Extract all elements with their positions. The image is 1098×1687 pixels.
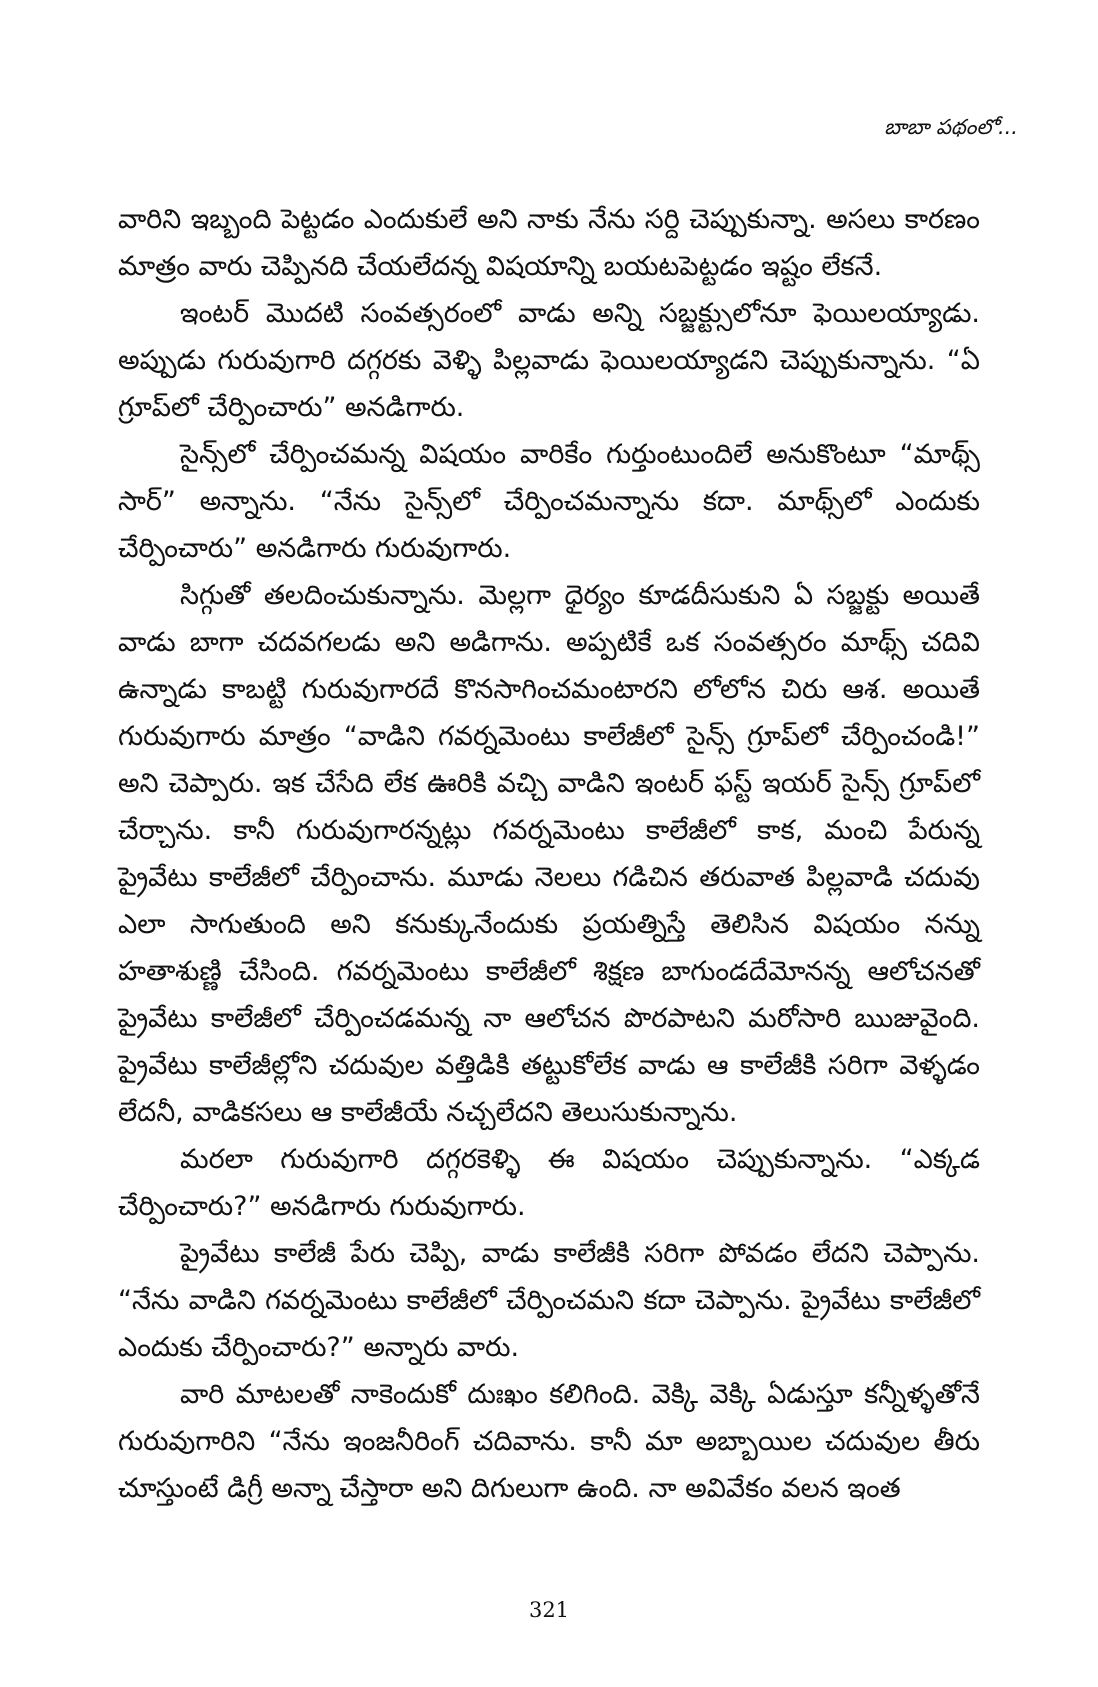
page-number: 321	[528, 1598, 570, 1622]
running-header: బాబా పథంలో...	[884, 115, 1018, 139]
paragraph-1: వారిని ఇబ్బంది పెట్టడం ఎందుకులే అని నాకు నేను సర్ది చెప్పుకున్నా. అసలు కారణం మాత్రం వారు చెప్పినది చేయలేదన్న విషయాన్ని బయటపెట్టడం ఇష్టం లేకనే.	[118, 204, 980, 282]
paragraph-3: సైన్స్‌లో చేర్పించమన్న విషయం వారికేం గుర్తుంటుందిలే అనుకొంటూ “మాథ్స్ సార్” అన్నాను. “నేను సైన్స్‌లో చేర్పించమన్నాను కదా. మాథ్స్‌లో ఎందుకు చేర్పించారు” అనడిగారు గురువుగారు.	[118, 439, 980, 564]
paragraph-7: వారి మాటలతో నాకెందుకో దుఃఖం కలిగింది. వెక్కి వెక్కి ఏడుస్తూ కన్నీళ్ళతోనే గురువుగారిని “నేను ఇంజనీరింగ్ చదివాను. కానీ మా అబ్బాయిల చదువుల తీరు చూస్తుంటే డిగ్రీ అన్నా చేస్తారా అని దిగులుగా ఉంది. నా అవివేకం వలన ఇంత	[118, 1379, 980, 1504]
paragraph-5: మరలా గురువుగారి దగ్గరకెళ్ళి ఈ విషయం చెప్పుకున్నాను. “ఎక్కడ చేర్పించారు?” అనడిగారు గురువుగారు.	[118, 1144, 980, 1222]
body-text	[118, 196, 980, 1512]
paragraph-4: సిగ్గుతో తలదించుకున్నాను. మెల్లగా ధైర్యం కూడదీసుకుని ఏ సబ్జక్టు అయితే వాడు బాగా చదవగలడు అని అడిగాను. అప్పటికే ఒక సంవత్సరం మాథ్స్ చదివి ఉన్నాడు కాబట్టి గురువుగారదే కొనసాగించమంటారని లోలోన చిరు ఆశ. అయితే గురువుగారు మాత్రం “వాడిని గవర్నమెంటు కాలేజీలో సైన్స్ గ్రూప్‌లో చేర్పించండి!” అని చెప్పారు. ఇక చేసేది లేక ఊరికి వచ్చి వాడిని ఇంటర్ ఫస్ట్ ఇయర్ సైన్స్ గ్రూప్‌లో చేర్చాను. కానీ గురువుగారన్నట్లు గవర్నమెంటు కాలేజీలో కాక, మంచి పేరున్న ప్రైవేటు కాలేజీలో చేర్పించాను. మూడు నెలలు గడిచిన తరువాత పిల్లవాడి చదువు ఎలా సాగుతుంది అని కనుక్కునేందుకు ప్రయత్నిస్తే తెలిసిన విషయం నన్ను హతాశుణ్ణి చేసింది. గవర్నమెంటు కాలేజీలో శిక్షణ బాగుండదేమోనన్న ఆలోచనతో ప్రైవేటు కాలేజీలో చేర్పించడమన్న నా ఆలోచన పొరపాటని మరోసారి ఋజువైంది. ప్రైవేటు కాలేజీల్లోని చదువుల వత్తిడికి తట్టుకోలేక వాడు ఆ కాలేజీకి సరిగా వెళ్ళడం లేదనీ, వాడికసలు ఆ కాలేజీయే నచ్చలేదని తెలుసుకున్నాను.	[118, 580, 980, 1128]
paragraph-6: ప్రైవేటు కాలేజీ పేరు చెప్పి, వాడు కాలేజీకి సరిగా పోవడం లేదని చెప్పాను. “నేను వాడిని గవర్నమెంటు కాలేజీలో చేర్పించమని కదా చెప్పాను. ప్రైవేటు కాలేజీలో ఎందుకు చేర్పించారు?” అన్నారు వారు.	[118, 1238, 980, 1363]
paragraph-2: ఇంటర్ మొదటి సంవత్సరంలో వాడు అన్ని సబ్జక్ట్సులోనూ ఫెయిలయ్యాడు. అప్పుడు గురువుగారి దగ్గరకు వెళ్ళి పిల్లవాడు ఫెయిలయ్యాడని చెప్పుకున్నాను. “ఏ గ్రూప్‌లో చేర్పించారు” అనడిగారు.	[118, 298, 980, 423]
